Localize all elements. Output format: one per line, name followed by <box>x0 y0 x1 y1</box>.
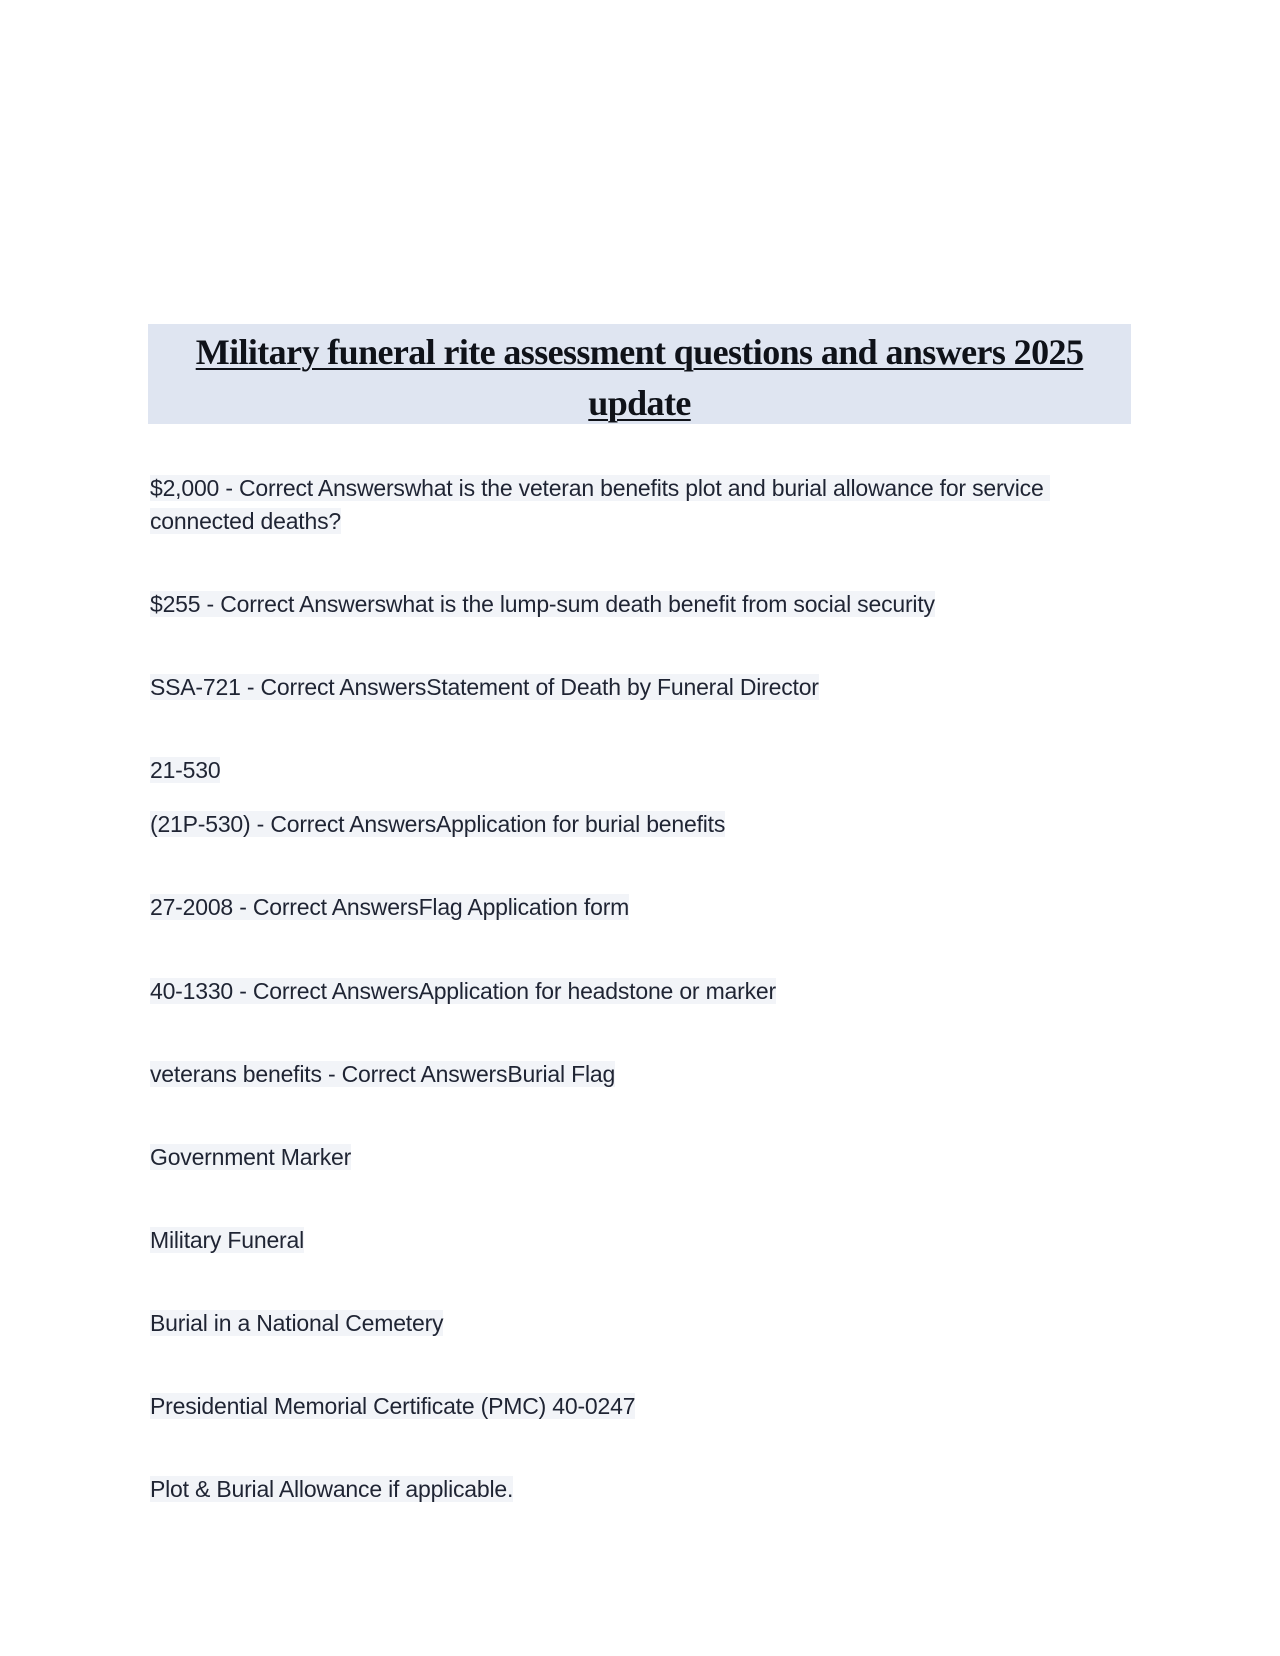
qa-entry-text: $255 - Correct Answerswhat is the lump-sum death benefit from social security <box>150 591 935 617</box>
qa-entry <box>150 472 1130 538</box>
qa-entry-text: $2,000 - Correct Answerswhat is the veteran benefits plot and burial allowance for service connected deaths? <box>150 475 1050 534</box>
qa-entry-text: Burial in a National Cemetery <box>150 1310 444 1336</box>
qa-entry <box>150 671 819 704</box>
qa-entry <box>150 1390 635 1423</box>
qa-entry <box>150 1224 304 1257</box>
qa-entry-text: (21P-530) - Correct AnswersApplication for burial benefits <box>150 811 726 837</box>
qa-entry <box>150 588 935 621</box>
qa-entry-text: Presidential Memorial Certificate (PMC) 40-0247 <box>150 1393 636 1419</box>
qa-entry <box>150 754 220 787</box>
qa-entry <box>150 808 725 841</box>
title-banner <box>148 324 1131 424</box>
qa-entry-text: Government Marker <box>150 1144 352 1170</box>
qa-entry <box>150 891 629 924</box>
qa-entry <box>150 1058 615 1091</box>
qa-entry-text: 40-1330 - Correct AnswersApplication for headstone or marker <box>150 978 776 1004</box>
qa-entry-text: 27-2008 - Correct AnswersFlag Application form <box>150 894 630 920</box>
qa-entry-text: 21-530 <box>150 757 221 783</box>
qa-entry <box>150 1307 443 1340</box>
qa-entry <box>150 975 776 1008</box>
document-title: Military funeral rite assessment questions and answers 2025 update <box>195 332 1084 423</box>
qa-entry <box>150 1473 513 1506</box>
qa-entry <box>150 1141 351 1174</box>
qa-entry-text: Military Funeral <box>150 1227 305 1253</box>
qa-entry-text: Plot & Burial Allowance if applicable. <box>150 1476 514 1502</box>
qa-entry-text: SSA-721 - Correct AnswersStatement of Death by Funeral Director <box>150 674 819 700</box>
qa-entry-text: veterans benefits - Correct AnswersBurial Flag <box>150 1061 616 1087</box>
